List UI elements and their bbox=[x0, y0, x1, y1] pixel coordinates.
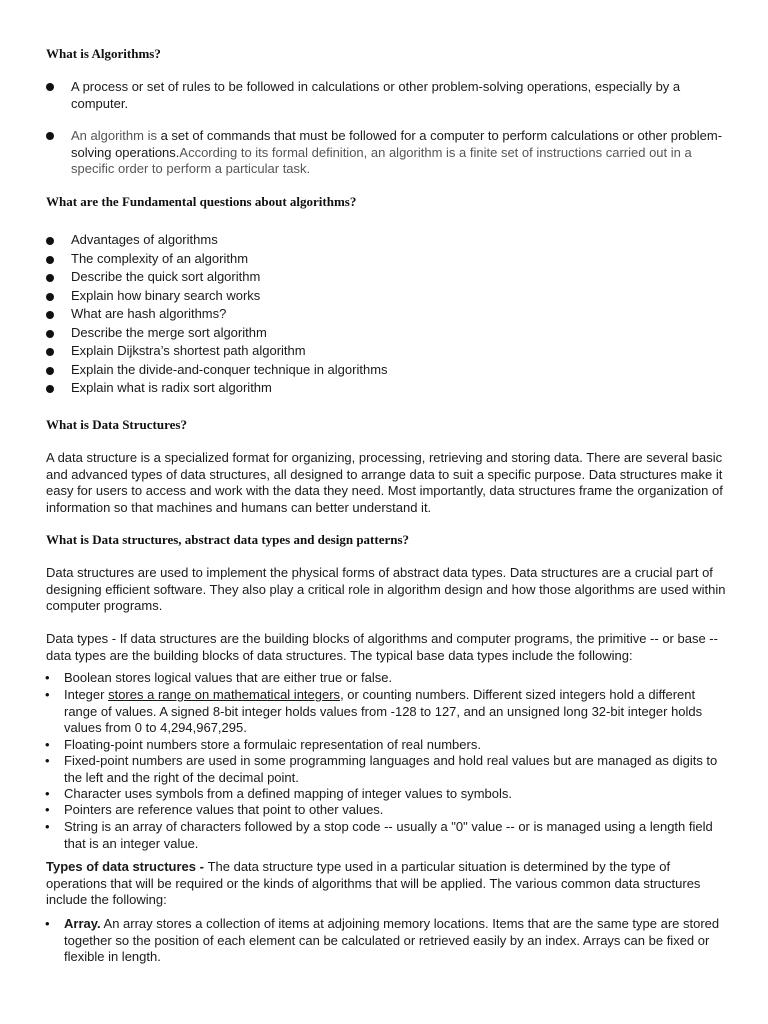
list-item-floating-point: Floating-point numbers store a formulaic representation of real numbers. bbox=[64, 737, 481, 752]
bullet-2-part-1: An algorithm is bbox=[71, 128, 161, 143]
list-item: The complexity of an algorithm bbox=[71, 250, 249, 266]
bullet-dot-icon: • bbox=[45, 802, 50, 817]
bullet-dot-icon: • bbox=[45, 819, 50, 834]
algorithm-definition-bullet-2 bbox=[71, 128, 731, 178]
list-item-fixed-point: Fixed-point numbers are used in some programming languages and hold real values but are managed as digits to the left and the right of the decimal point. bbox=[64, 753, 718, 785]
list-item-array bbox=[64, 916, 726, 966]
list-item-integer bbox=[64, 687, 726, 737]
list-item-string: String is an array of characters followed by a stop code -- usually a "0" value -- or is managed using a length field that is an integer value. bbox=[64, 819, 713, 851]
types-of-data-structures-paragraph bbox=[46, 859, 726, 909]
heading-what-is-algorithms: What is Algorithms? bbox=[46, 46, 161, 61]
list-item: What are hash algorithms? bbox=[71, 306, 227, 321]
bullet-dot-icon: • bbox=[45, 786, 50, 801]
abstract-types-paragraph: Data structures are used to implement the physical forms of abstract data types. Data structures are a crucial part of designing efficient software. They also play a critical role in algorithm design and how those algorithms are used within computer programs. bbox=[46, 565, 726, 613]
heading-abstract-data-types: What is Data structures, abstract data types and design patterns? bbox=[46, 532, 410, 547]
list-item: Advantages of algorithms bbox=[71, 232, 218, 247]
array-label: Array. bbox=[64, 916, 101, 931]
list-item: Explain the divide-and-conquer technique in algorithms bbox=[71, 361, 388, 377]
list-item: Explain how binary search works bbox=[71, 287, 261, 303]
bullet-dot-icon bbox=[46, 330, 54, 338]
array-text: An array stores a collection of items at adjoining memory locations. Items that are the same type are stored together so the position of each element can be calculated or retrieved easily by an index. Arrays can be fixed or flexible in length. bbox=[64, 916, 720, 964]
list-item: Describe the merge sort algorithm bbox=[71, 324, 267, 340]
bullet-dot-icon: • bbox=[45, 670, 50, 685]
bullet-dot-icon bbox=[46, 132, 54, 140]
bullet-dot-icon bbox=[46, 83, 54, 91]
integer-text-pre: Integer bbox=[64, 687, 109, 702]
list-item-character: Character uses symbols from a defined mapping of integer values to symbols. bbox=[64, 786, 512, 801]
types-of-data-structures-text: The data structure type used in a particular situation is determined by the type of operations that will be required or the kinds of algorithms that will be applied. The various common data structures include the following: bbox=[46, 859, 701, 907]
data-types-paragraph: Data types - If data structures are the building blocks of algorithms and computer programs, the primitive -- or base -- data types are the building blocks of data structures. The typical base data types include the following: bbox=[46, 631, 718, 663]
bullet-dot-icon: • bbox=[45, 916, 50, 931]
integer-text-post: , or counting numbers. Different sized integers hold a different range of values. A signed 8-bit integer holds values from -128 to 127, and an unsigned long 32-bit integer holds values from 0 to 4,294,967,295. bbox=[64, 687, 703, 735]
list-item: Explain what is radix sort algorithm bbox=[71, 380, 272, 395]
bullet-dot-icon bbox=[46, 385, 54, 393]
integer-link[interactable]: stores a range on mathematical integers bbox=[108, 687, 341, 702]
list-item: Explain Dijkstra’s shortest path algorithm bbox=[71, 343, 306, 358]
list-item-pointers: Pointers are reference values that point to other values. bbox=[64, 802, 384, 817]
bullet-dot-icon bbox=[46, 237, 54, 245]
heading-what-is-data-structures: What is Data Structures? bbox=[46, 417, 187, 432]
list-item: Describe the quick sort algorithm bbox=[71, 269, 261, 284]
bullet-2-part-2: a set of commands that must be followed for a computer to perform calculations or other problem-solving operations. bbox=[71, 128, 723, 160]
bullet-dot-icon: • bbox=[45, 687, 50, 702]
bullet-dot-icon bbox=[46, 367, 54, 375]
list-item-boolean: Boolean stores logical values that are either true or false. bbox=[64, 670, 393, 685]
data-structures-paragraph: A data structure is a specialized format for organizing, processing, retrieving and storing data. There are several basic and advanced types of data structures, all designed to arrange data to suit a specific purpose. Data structures make it easy for users to access and work with the data they need. Most importantly, data structures frame the organization of information so that machines and humans can better understand it. bbox=[46, 450, 723, 515]
algorithm-definition-bullet-1: A process or set of rules to be followed in calculations or other problem-solving operations, especially by a computer. bbox=[71, 79, 681, 111]
bullet-2-part-3: According to its formal definition, an algorithm is a finite set of instructions carried out in a specific order to perform a particular task. bbox=[71, 144, 692, 176]
bullet-dot-icon bbox=[46, 348, 54, 356]
bullet-dot-icon: • bbox=[45, 737, 50, 752]
bullet-dot-icon bbox=[46, 256, 54, 264]
bullet-dot-icon: • bbox=[45, 753, 50, 768]
types-of-data-structures-label: Types of data structures - bbox=[46, 859, 208, 874]
bullet-dot-icon bbox=[46, 311, 54, 319]
heading-fundamental-questions: What are the Fundamental questions about algorithms? bbox=[46, 194, 357, 209]
bullet-dot-icon bbox=[46, 274, 54, 282]
bullet-dot-icon bbox=[46, 293, 54, 301]
